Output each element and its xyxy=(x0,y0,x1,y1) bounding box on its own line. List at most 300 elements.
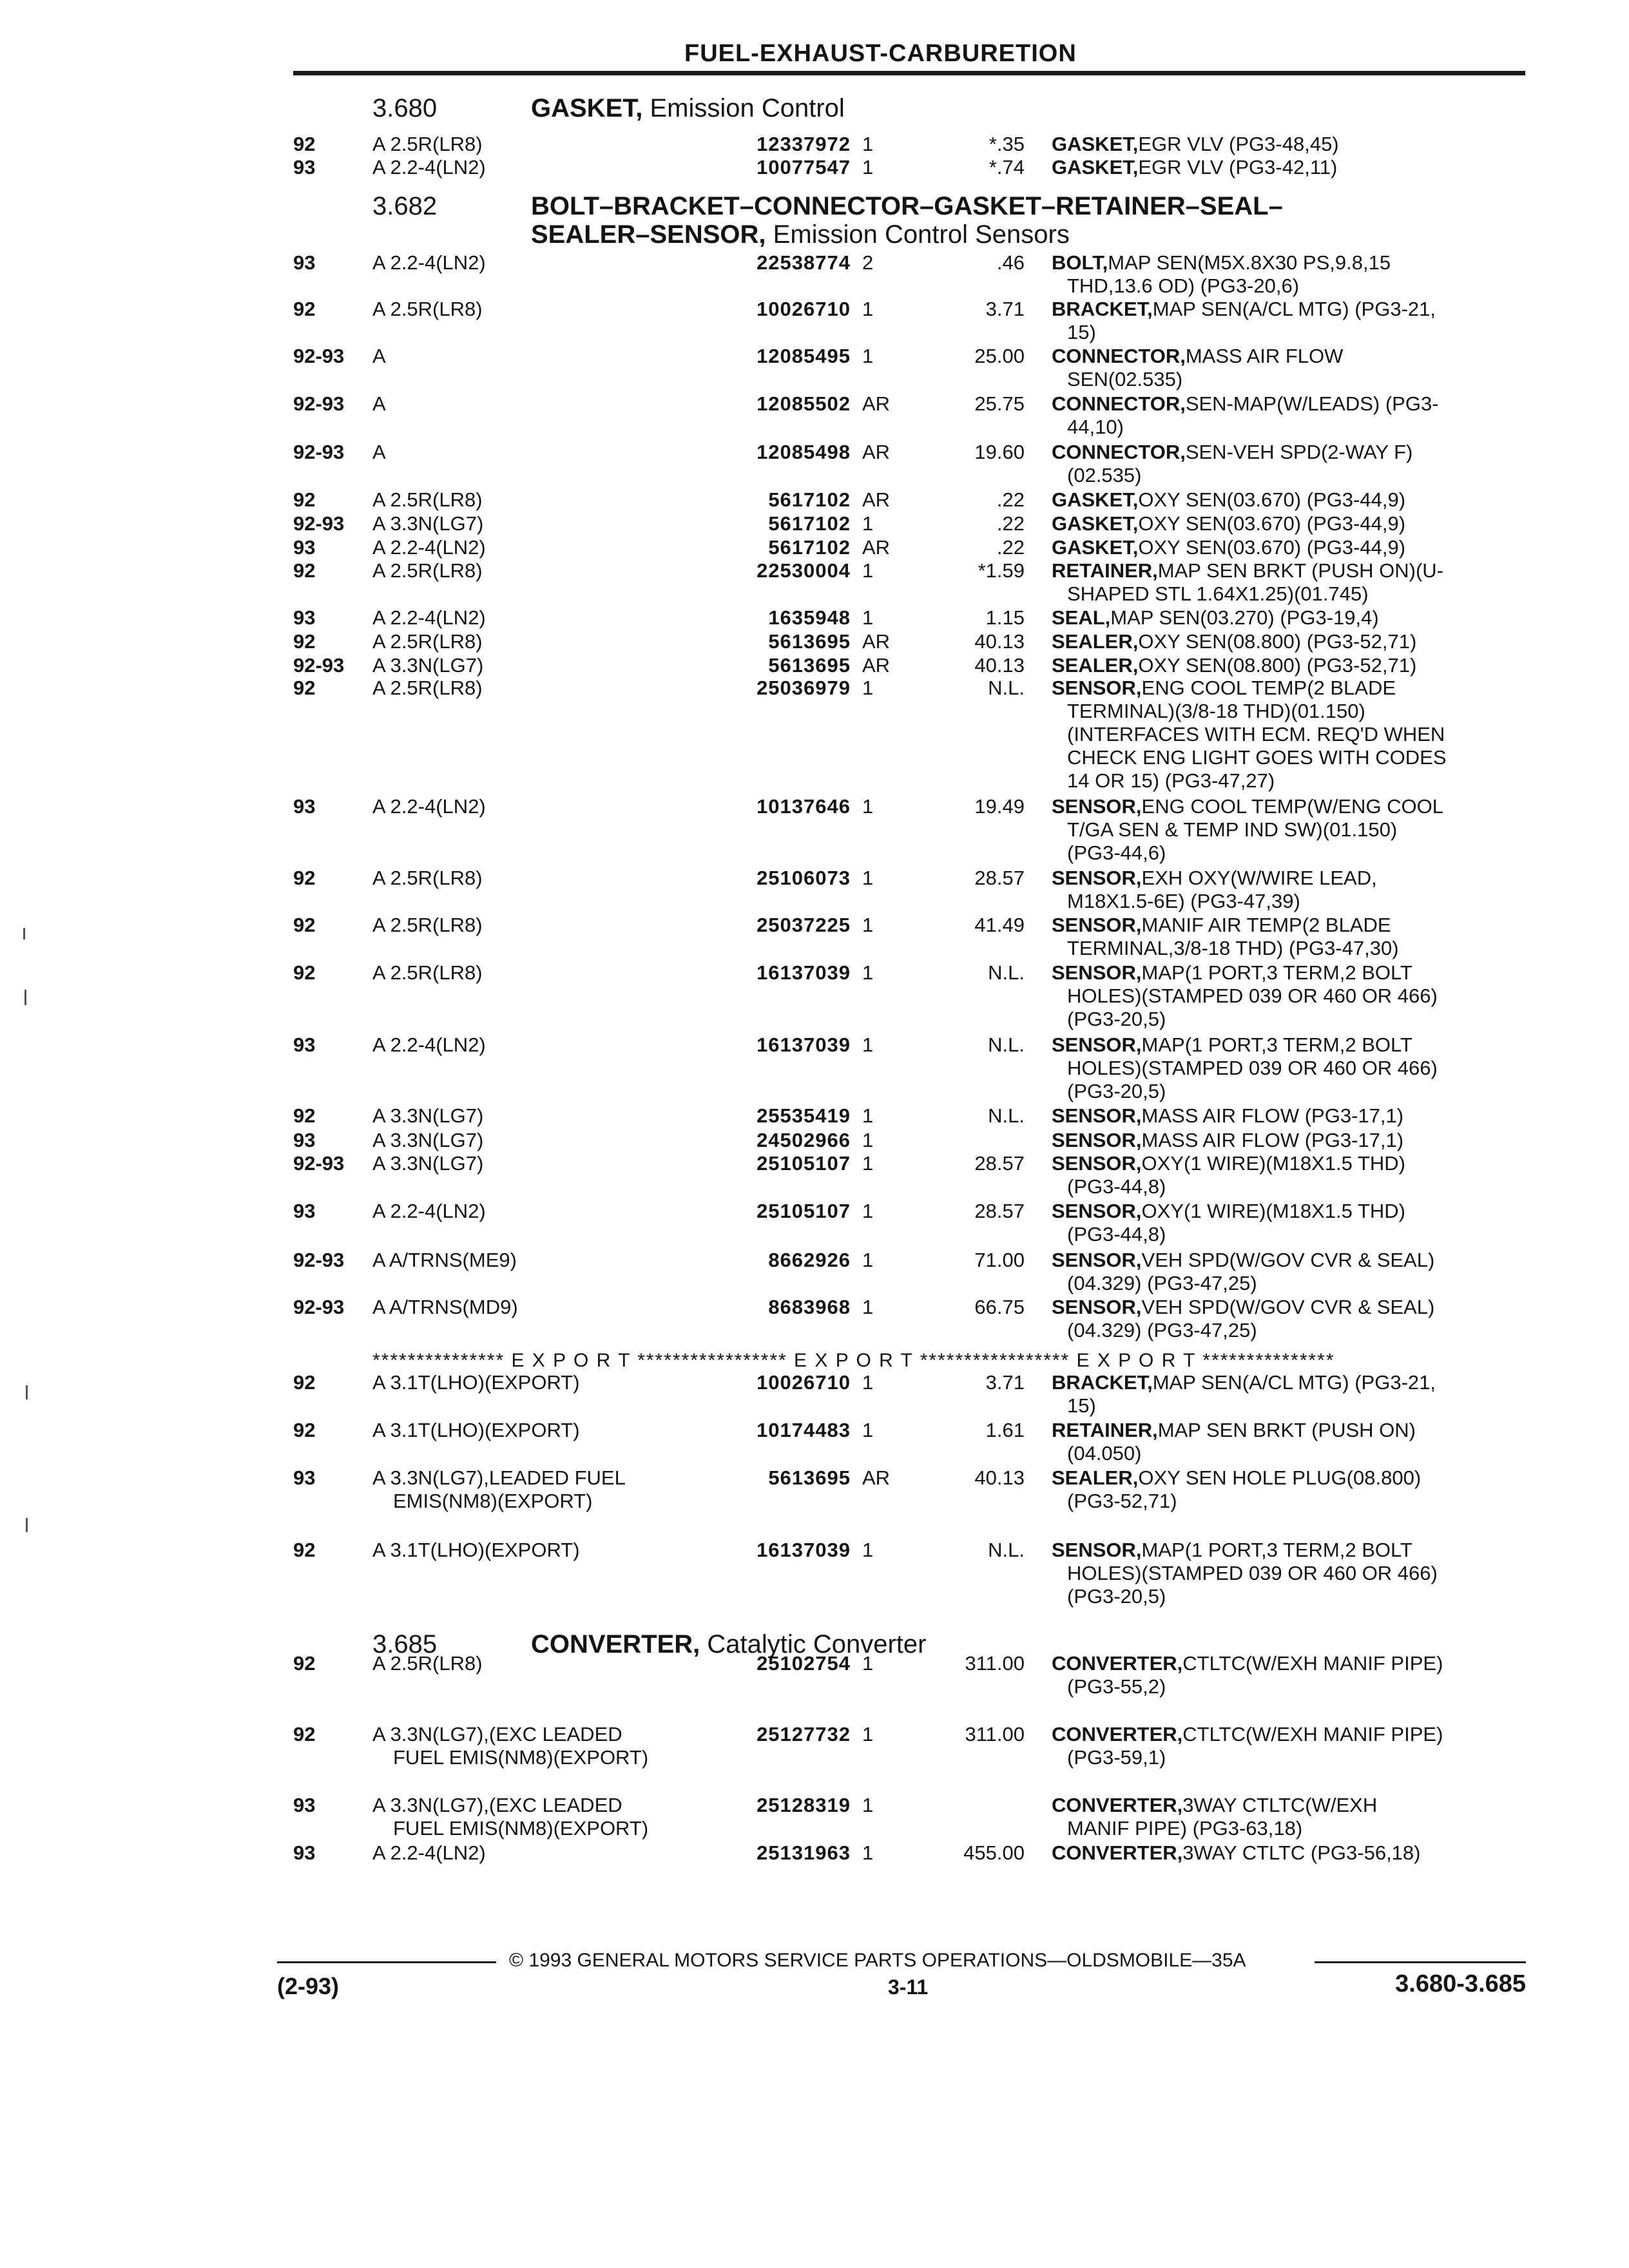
application: A 3.3N(LG7) xyxy=(372,654,484,677)
part-name: SENSOR, xyxy=(1052,1539,1142,1561)
quantity: 1 xyxy=(862,1794,874,1816)
part-detail-line: (PG3-44,6) xyxy=(1067,841,1166,864)
quantity: 1 xyxy=(862,1033,874,1056)
application: A 2.5R(LR8) xyxy=(372,133,483,155)
table-row xyxy=(0,345,1629,368)
part-description xyxy=(1052,488,1516,512)
quantity: 1 xyxy=(862,914,874,936)
model-year: 92 xyxy=(293,298,316,320)
application: A 2.5R(LR8) xyxy=(372,914,483,936)
part-number: 25105107 xyxy=(757,1152,851,1175)
table-row xyxy=(0,630,1629,653)
model-year: 92 xyxy=(293,1652,316,1675)
model-year: 92 xyxy=(293,1419,316,1441)
price: 1.61 xyxy=(985,1419,1025,1441)
quantity: AR xyxy=(862,536,891,559)
table-row xyxy=(0,677,1629,700)
footer-date: (2-93) xyxy=(277,1973,340,1999)
part-description xyxy=(1052,867,1516,890)
table-row xyxy=(0,1652,1629,1675)
model-year: 93 xyxy=(293,1841,316,1864)
description-continued xyxy=(0,464,1629,487)
part-number: 25535419 xyxy=(757,1104,851,1127)
part-name: SENSOR, xyxy=(1052,795,1142,818)
quantity: AR xyxy=(862,441,891,463)
part-description xyxy=(1052,251,1516,274)
footer-page-number: 3-11 xyxy=(888,1975,929,1999)
part-number: 5617102 xyxy=(768,536,851,559)
table-row xyxy=(0,1033,1629,1057)
part-detail: CTLTC(W/EXH MANIF PIPE) xyxy=(1182,1652,1443,1675)
price: N.L. xyxy=(988,677,1025,699)
model-year: 93 xyxy=(293,536,316,559)
part-detail: SEN-MAP(W/LEADS) (PG3- xyxy=(1185,392,1439,415)
part-name: SENSOR, xyxy=(1052,914,1142,936)
model-year: 92 xyxy=(293,677,316,699)
part-description xyxy=(1052,298,1516,321)
part-name: RETAINER, xyxy=(1052,559,1158,582)
application: A 2.5R(LR8) xyxy=(372,1652,483,1675)
part-detail-line: (PG3-59,1) xyxy=(1067,1746,1166,1769)
description-continued xyxy=(0,985,1629,1008)
part-description xyxy=(1052,1841,1516,1865)
part-detail: EGR VLV (PG3-48,45) xyxy=(1138,133,1339,155)
page-header-title: FUEL-EXHAUST-CARBURETION xyxy=(684,40,1077,67)
price: N.L. xyxy=(988,961,1025,984)
part-number: 25105107 xyxy=(757,1200,851,1222)
part-detail-line: (PG3-44,8) xyxy=(1067,1223,1166,1245)
table-row xyxy=(0,1371,1629,1394)
price: 311.00 xyxy=(965,1652,1025,1675)
part-number: 12085502 xyxy=(757,392,851,415)
model-year: 92 xyxy=(293,1371,316,1394)
table-row xyxy=(0,1539,1629,1562)
price: 28.57 xyxy=(974,1200,1025,1222)
table-row xyxy=(0,1152,1629,1175)
model-year: 92 xyxy=(293,1104,316,1127)
quantity: 1 xyxy=(862,1841,874,1864)
price: 455.00 xyxy=(963,1841,1025,1864)
quantity: 1 xyxy=(862,156,874,178)
part-name: CONVERTER, xyxy=(1052,1841,1183,1864)
part-description xyxy=(1052,1371,1516,1394)
price: 3.71 xyxy=(985,298,1025,320)
section-number: 3.685 xyxy=(372,1630,438,1658)
part-name: BOLT, xyxy=(1052,251,1108,274)
application: A 2.2-4(LN2) xyxy=(372,1033,486,1056)
part-name: SENSOR, xyxy=(1052,1152,1142,1175)
quantity: 1 xyxy=(862,133,874,155)
model-year: 92-93 xyxy=(293,441,345,463)
quantity: 1 xyxy=(862,1129,874,1151)
description-continued xyxy=(0,1675,1629,1698)
part-name: CONNECTOR, xyxy=(1052,441,1186,463)
application: A 2.2-4(LN2) xyxy=(372,1841,486,1864)
description-continued xyxy=(0,841,1629,865)
part-detail-line: TERMINAL)(3/8-18 THD)(01.150) xyxy=(1067,700,1365,722)
part-number: 5613695 xyxy=(768,1466,851,1489)
price: 25.00 xyxy=(974,345,1025,367)
part-detail: MAP SEN(A/CL MTG) (PG3-21, xyxy=(1152,298,1436,320)
table-row xyxy=(0,1104,1629,1128)
description-continued xyxy=(0,1057,1629,1080)
part-name: SENSOR, xyxy=(1052,1104,1142,1127)
model-year: 93 xyxy=(293,1129,316,1151)
part-detail-line: (PG3-20,5) xyxy=(1067,1585,1166,1608)
part-name: SEALER, xyxy=(1052,630,1139,653)
application: A 2.5R(LR8) xyxy=(372,630,483,653)
table-row xyxy=(0,795,1629,818)
table-row xyxy=(0,867,1629,890)
model-year: 93 xyxy=(293,795,316,818)
part-detail: OXY SEN(03.670) (PG3-44,9) xyxy=(1138,488,1406,511)
section-title: GASKET, Emission Control xyxy=(531,94,845,122)
price: .22 xyxy=(996,488,1025,511)
price: 3.71 xyxy=(985,1371,1025,1394)
part-name: SENSOR, xyxy=(1052,867,1142,889)
quantity: 1 xyxy=(862,961,874,984)
part-detail-line: CHECK ENG LIGHT GOES WITH CODES xyxy=(1067,746,1447,769)
part-detail-line: SEN(02.535) xyxy=(1067,368,1183,390)
part-detail-line: (PG3-44,8) xyxy=(1067,1175,1166,1198)
part-number: 5617102 xyxy=(768,488,851,511)
quantity: AR xyxy=(862,654,891,677)
application: A 3.3N(LG7) xyxy=(372,512,484,535)
part-name: RETAINER, xyxy=(1052,1419,1158,1441)
part-description xyxy=(1052,1104,1516,1128)
application: A 3.3N(LG7) xyxy=(372,1129,484,1151)
quantity: 1 xyxy=(862,298,874,320)
application: A 2.5R(LR8) xyxy=(372,867,483,889)
part-detail: MAP(1 PORT,3 TERM,2 BOLT xyxy=(1141,961,1412,984)
part-description xyxy=(1052,677,1516,700)
footer-section-range: 3.680-3.685 xyxy=(1395,1970,1526,1997)
quantity: 1 xyxy=(862,795,874,818)
quantity: 1 xyxy=(862,1104,874,1127)
part-number: 10026710 xyxy=(757,1371,851,1394)
model-year: 92 xyxy=(293,961,316,984)
part-name: SENSOR, xyxy=(1052,1200,1142,1222)
application: A 3.1T(LHO)(EXPORT) xyxy=(372,1371,580,1394)
part-name: SENSOR, xyxy=(1052,1033,1142,1056)
description-continued xyxy=(0,1585,1629,1608)
model-year: 92-93 xyxy=(293,654,345,677)
table-row xyxy=(0,1466,1629,1490)
price: 19.60 xyxy=(974,441,1025,463)
part-description xyxy=(1052,156,1516,179)
quantity: 1 xyxy=(862,606,874,629)
part-name: CONVERTER, xyxy=(1052,1723,1183,1745)
part-name: GASKET, xyxy=(1052,512,1139,535)
table-row xyxy=(0,392,1629,416)
scan-mark xyxy=(26,1385,28,1399)
part-number: 24502966 xyxy=(757,1129,851,1151)
part-name: CONNECTOR, xyxy=(1052,345,1186,367)
part-detail-line: 15) xyxy=(1067,1394,1096,1417)
part-description xyxy=(1052,1723,1516,1746)
price: 71.00 xyxy=(974,1249,1025,1271)
quantity: AR xyxy=(862,488,891,511)
price: 40.13 xyxy=(974,1466,1025,1489)
description-continued xyxy=(0,1223,1629,1246)
part-description xyxy=(1052,795,1516,818)
application-line-2: FUEL EMIS(NM8)(EXPORT) xyxy=(393,1746,649,1769)
price: 41.49 xyxy=(974,914,1025,936)
application-line-2: FUEL EMIS(NM8)(EXPORT) xyxy=(393,1817,649,1840)
part-name: CONVERTER, xyxy=(1052,1794,1183,1816)
price: 40.13 xyxy=(974,630,1025,653)
table-row xyxy=(0,654,1629,677)
section-number: 3.680 xyxy=(372,94,438,122)
part-detail: ENG COOL TEMP(2 BLADE xyxy=(1141,677,1396,699)
quantity: 1 xyxy=(862,559,874,582)
table-row xyxy=(0,914,1629,937)
price: .22 xyxy=(996,536,1025,559)
part-description xyxy=(1052,1152,1516,1175)
model-year: 92 xyxy=(293,559,316,582)
section-number: 3.682 xyxy=(372,192,438,220)
application: A A/TRNS(ME9) xyxy=(372,1249,517,1271)
description-continued xyxy=(0,746,1629,769)
table-row xyxy=(0,441,1629,464)
part-number: 8662926 xyxy=(768,1249,851,1271)
price: 19.49 xyxy=(974,795,1025,818)
model-year: 92 xyxy=(293,133,316,155)
part-number: 12085498 xyxy=(757,441,851,463)
part-detail-line: (02.535) xyxy=(1067,464,1142,486)
description-continued xyxy=(0,818,1629,841)
table-row xyxy=(0,1200,1629,1223)
description-continued xyxy=(0,890,1629,913)
model-year: 92-93 xyxy=(293,1296,345,1318)
part-detail: MAP SEN(M5X.8X30 PS,9.8,15 xyxy=(1108,251,1391,274)
scan-mark xyxy=(26,1518,28,1532)
application: A 2.2-4(LN2) xyxy=(372,795,486,818)
quantity: AR xyxy=(862,1466,891,1489)
part-detail: MAP SEN(A/CL MTG) (PG3-21, xyxy=(1152,1371,1436,1394)
description-continued xyxy=(0,1746,1629,1769)
part-detail: MASS AIR FLOW (PG3-17,1) xyxy=(1141,1104,1404,1127)
part-detail-line: (PG3-20,5) xyxy=(1067,1080,1166,1102)
part-number: 10026710 xyxy=(757,298,851,320)
scan-mark xyxy=(23,928,25,939)
export-banner: *************** E X P O R T ***************** E X P O R T ***************** E X P O R T *************** xyxy=(372,1350,1335,1371)
part-name: SENSOR, xyxy=(1052,677,1142,699)
part-detail-line: (04.050) xyxy=(1067,1442,1142,1465)
part-detail: MASS AIR FLOW xyxy=(1185,345,1344,367)
price: 311.00 xyxy=(965,1723,1025,1745)
part-detail: MAP SEN(03.270) (PG3-19,4) xyxy=(1110,606,1379,629)
part-detail: CTLTC(W/EXH MANIF PIPE) xyxy=(1182,1723,1443,1745)
quantity: 1 xyxy=(862,1652,874,1675)
model-year: 92 xyxy=(293,630,316,653)
quantity: 1 xyxy=(862,1723,874,1745)
part-detail-line: (PG3-20,5) xyxy=(1067,1008,1166,1030)
description-continued xyxy=(0,1394,1629,1418)
part-detail-line: (INTERFACES WITH ECM. REQ'D WHEN xyxy=(1067,723,1445,745)
part-number: 10137646 xyxy=(757,795,851,818)
part-detail: 3WAY CTLTC(W/EXH xyxy=(1182,1794,1378,1816)
price: 25.75 xyxy=(974,392,1025,415)
part-description xyxy=(1052,630,1516,653)
part-description xyxy=(1052,1539,1516,1562)
application: A 2.2-4(LN2) xyxy=(372,606,486,629)
part-detail-line: (04.329) (PG3-47,25) xyxy=(1067,1319,1257,1341)
quantity: 1 xyxy=(862,1200,874,1222)
application: A 2.5R(LR8) xyxy=(372,298,483,320)
part-detail: SEN-VEH SPD(2-WAY F) xyxy=(1185,441,1413,463)
price: *1.59 xyxy=(978,559,1025,582)
part-name: GASKET, xyxy=(1052,133,1139,155)
part-detail: ENG COOL TEMP(W/ENG COOL xyxy=(1141,795,1444,818)
part-number: 22530004 xyxy=(757,559,851,582)
part-description xyxy=(1052,1419,1516,1442)
part-number: 5613695 xyxy=(768,654,851,677)
model-year: 93 xyxy=(293,1033,316,1056)
model-year: 92-93 xyxy=(293,512,345,535)
part-number: 25128319 xyxy=(757,1794,851,1816)
quantity: 1 xyxy=(862,1152,874,1175)
application: A 3.3N(LG7) xyxy=(372,1152,484,1175)
part-number: 16137039 xyxy=(757,1033,851,1056)
price: N.L. xyxy=(988,1104,1025,1127)
description-continued xyxy=(0,1817,1629,1840)
part-detail-line: M18X1.5-6E) (PG3-47,39) xyxy=(1067,890,1300,912)
table-row xyxy=(0,1419,1629,1442)
description-continued xyxy=(0,1008,1629,1031)
part-detail-line: (PG3-55,2) xyxy=(1067,1675,1166,1698)
description-continued xyxy=(0,1272,1629,1295)
description-continued xyxy=(0,321,1629,344)
part-detail-line: HOLES)(STAMPED 039 OR 460 OR 466) xyxy=(1067,985,1438,1007)
price: *.35 xyxy=(988,133,1025,155)
model-year: 92 xyxy=(293,867,316,889)
table-row xyxy=(0,606,1629,629)
description-continued xyxy=(0,274,1629,298)
part-detail: EXH OXY(W/WIRE LEAD, xyxy=(1141,867,1377,889)
section-title: CONVERTER, Catalytic Converter xyxy=(531,1630,927,1658)
application: A 2.2-4(LN2) xyxy=(372,156,486,178)
table-row xyxy=(0,961,1629,985)
table-row xyxy=(0,1129,1629,1152)
quantity: AR xyxy=(862,392,891,415)
part-detail-line: THD,13.6 OD) (PG3-20,6) xyxy=(1067,274,1300,297)
part-name: SENSOR, xyxy=(1052,1249,1142,1271)
description-continued xyxy=(0,1319,1629,1342)
part-number: 8683968 xyxy=(768,1296,851,1318)
price: .22 xyxy=(996,512,1025,535)
footer-copyright: © 1993 GENERAL MOTORS SERVICE PARTS OPERATIONS—OLDSMOBILE—35A xyxy=(509,1950,1246,1971)
table-row xyxy=(0,536,1629,559)
quantity: 1 xyxy=(862,677,874,699)
quantity: 1 xyxy=(862,345,874,367)
quantity: 1 xyxy=(862,867,874,889)
part-detail-line: TERMINAL,3/8-18 THD) (PG3-47,30) xyxy=(1067,937,1399,959)
part-detail: VEH SPD(W/GOV CVR & SEAL) xyxy=(1141,1296,1435,1318)
part-name: GASKET, xyxy=(1052,536,1139,559)
part-description xyxy=(1052,1652,1516,1675)
part-detail: MAP SEN BRKT (PUSH ON)(U- xyxy=(1157,559,1443,582)
price: 28.57 xyxy=(974,867,1025,889)
part-description xyxy=(1052,392,1516,416)
model-year: 92 xyxy=(293,1723,316,1745)
application: A 3.3N(LG7),(EXC LEADED xyxy=(372,1794,622,1816)
table-row xyxy=(0,251,1629,274)
quantity: 2 xyxy=(862,251,874,274)
price: 66.75 xyxy=(974,1296,1025,1318)
part-name: SENSOR, xyxy=(1052,961,1142,984)
application: A 3.3N(LG7) xyxy=(372,1104,484,1127)
model-year: 92 xyxy=(293,1539,316,1561)
table-row xyxy=(0,298,1629,321)
part-detail: MANIF AIR TEMP(2 BLADE xyxy=(1141,914,1391,936)
description-continued xyxy=(0,1080,1629,1103)
application: A 3.1T(LHO)(EXPORT) xyxy=(372,1539,580,1561)
table-row xyxy=(0,559,1629,582)
part-description xyxy=(1052,441,1516,464)
quantity: 1 xyxy=(862,1539,874,1561)
part-number: 25106073 xyxy=(757,867,851,889)
price: .46 xyxy=(996,251,1025,274)
part-detail: OXY SEN(08.800) (PG3-52,71) xyxy=(1138,654,1417,677)
part-description xyxy=(1052,536,1516,559)
price: 40.13 xyxy=(974,654,1025,677)
model-year: 92-93 xyxy=(293,1249,345,1271)
part-number: 10174483 xyxy=(757,1419,851,1441)
description-continued xyxy=(0,1442,1629,1465)
table-row xyxy=(0,1794,1629,1817)
part-description xyxy=(1052,1249,1516,1272)
part-name: SEAL, xyxy=(1052,606,1111,629)
scan-mark xyxy=(24,990,26,1005)
description-continued xyxy=(0,1175,1629,1198)
part-detail: OXY(1 WIRE)(M18X1.5 THD) xyxy=(1141,1152,1405,1175)
part-detail: MAP(1 PORT,3 TERM,2 BOLT xyxy=(1141,1539,1412,1561)
model-year: 92-93 xyxy=(293,392,345,415)
part-number: 16137039 xyxy=(757,961,851,984)
quantity: 1 xyxy=(862,512,874,535)
table-row xyxy=(0,1249,1629,1272)
model-year: 93 xyxy=(293,606,316,629)
part-detail: MAP SEN BRKT (PUSH ON) xyxy=(1157,1419,1416,1441)
part-description xyxy=(1052,1466,1516,1490)
application: A A/TRNS(MD9) xyxy=(372,1296,518,1318)
model-year: 92 xyxy=(293,914,316,936)
part-detail: OXY SEN HOLE PLUG(08.800) xyxy=(1138,1466,1422,1489)
table-row xyxy=(0,1723,1629,1746)
price: 28.57 xyxy=(974,1152,1025,1175)
table-row xyxy=(0,488,1629,512)
application: A 2.2-4(LN2) xyxy=(372,536,486,559)
table-row xyxy=(0,1841,1629,1865)
part-detail-line: SHAPED STL 1.64X1.25)(01.745) xyxy=(1067,582,1369,605)
part-name: SENSOR, xyxy=(1052,1296,1142,1318)
part-number: 5617102 xyxy=(768,512,851,535)
part-detail-line: 15) xyxy=(1067,321,1096,343)
part-name: GASKET, xyxy=(1052,156,1139,178)
model-year: 93 xyxy=(293,251,316,274)
description-continued xyxy=(0,1490,1629,1513)
application: A 3.3N(LG7),LEADED FUEL xyxy=(372,1466,626,1489)
price: N.L. xyxy=(988,1033,1025,1056)
application: A 3.3N(LG7),(EXC LEADED xyxy=(372,1723,622,1745)
application: A xyxy=(372,441,386,463)
part-detail: OXY(1 WIRE)(M18X1.5 THD) xyxy=(1141,1200,1405,1222)
part-description xyxy=(1052,133,1516,156)
footer-rule-right xyxy=(1315,1961,1526,1963)
part-name: SEALER, xyxy=(1052,654,1139,677)
description-continued xyxy=(0,582,1629,606)
